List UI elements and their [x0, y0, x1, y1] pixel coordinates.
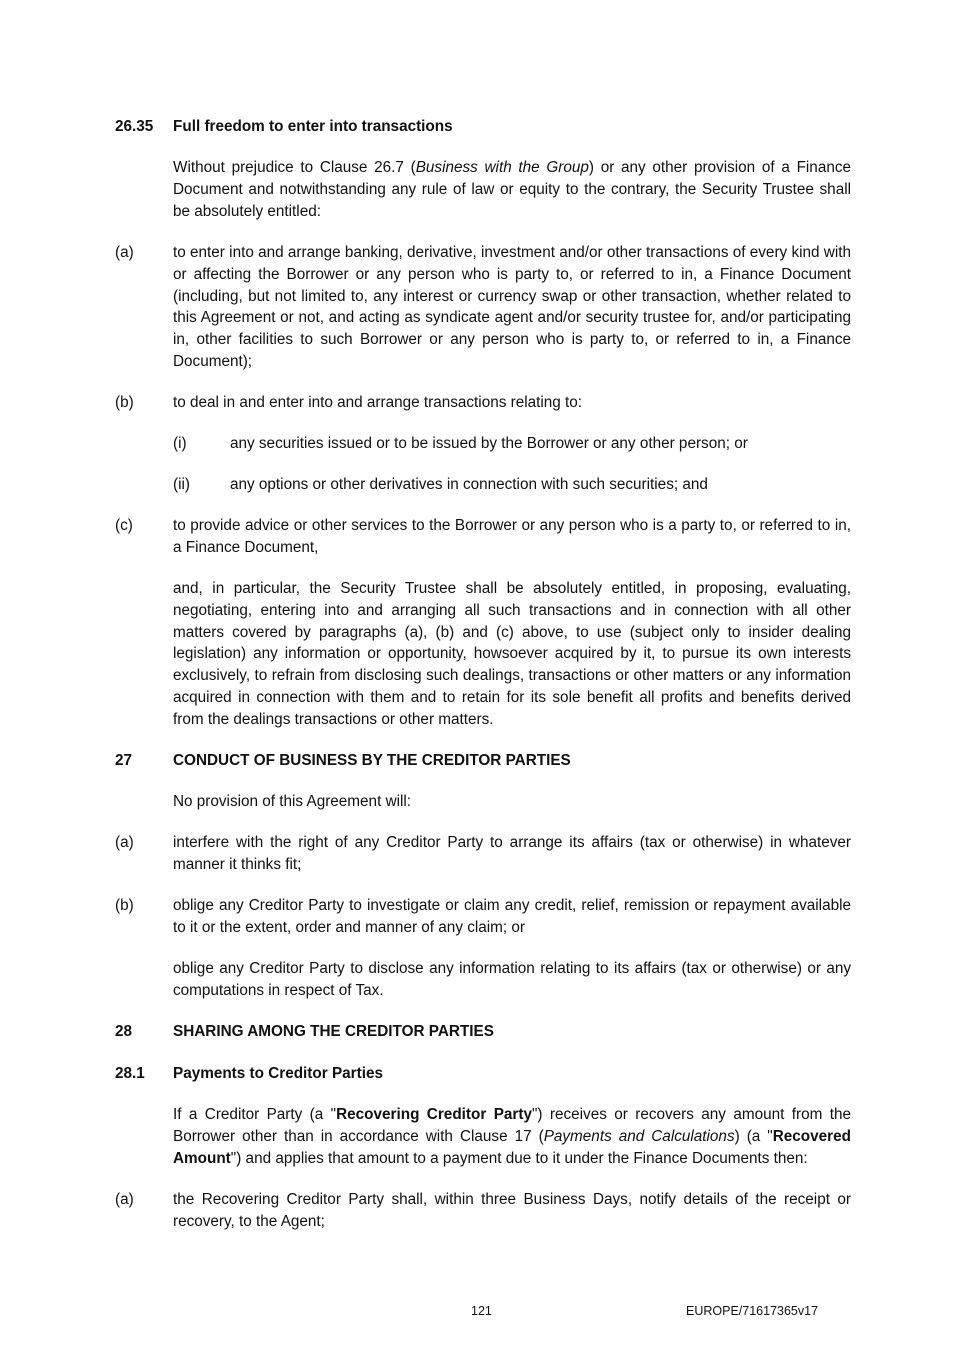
subpara-26-35-b-i: any securities issued or to be issued by the Borrower or any other person; or — [230, 435, 748, 452]
para-label-a: (a) — [115, 1191, 134, 1208]
subpara-label-ii: (ii) — [173, 476, 190, 493]
para-26-35-c: to provide advice or other services to the Borrower or any person who is a party to, or referred to in, a Finance Document, — [173, 517, 851, 556]
subpara-label-i: (i) — [173, 435, 187, 452]
para-28-1-a: the Recovering Creditor Party shall, within three Business Days, notify details of the receipt or recovery, to the Agent; — [173, 1191, 851, 1230]
para-27-c: oblige any Creditor Party to disclose any information relating to its affairs (tax or otherwise) or any computations in respect of Tax. — [173, 960, 851, 999]
clause-title-26-35: Full freedom to enter into transactions — [173, 118, 453, 135]
para-26-35-a: to enter into and arrange banking, derivative, investment and/or other transactions of every kind with or affecting the Borrower or any person who is party to, or referred to in, a Finance Document (including, but not limited to, any interest or currency swap or other transaction, whether related to this Agreement or not, and acting as syndicate agent and/or security trustee for, and/or participating in, other facilities to such Borrower or any person who is party to, or referred to in, a Finance Document); — [173, 244, 851, 370]
clause-number-28: 28 — [115, 1023, 133, 1040]
clause-26-35-closing: and, in particular, the Security Trustee shall be absolutely entitled, in proposing, evaluating, negotiating, entering into and arranging all such transactions and in connection with all other matters covered by paragraphs (a), (b) and (c) above, to use (subject only to insider dealing legislation) any information or opportunity, howsoever acquired by it, to pursue its own interests exclusively, to refrain from disclosing such dealings, transactions or other matters or any information acquired in connection with them and to retain for its sole benefit all profits and benefits derived from the dealings transactions or other matters. — [173, 580, 851, 728]
para-label-c: (c) — [115, 517, 133, 534]
document-reference: EUROPE/71617365v17 — [686, 1304, 819, 1318]
para-label-b: (b) — [115, 394, 134, 411]
clause-number-28-1: 28.1 — [115, 1065, 145, 1082]
page-number: 121 — [471, 1304, 492, 1318]
clause-28-1-intro: If a Creditor Party (a "Recovering Creditor Party") receives or recovers any amount from the Borrower other than in accordance with Clause 17 (Payments and Calculations) (a "Recovered Amount") and applies that amount to a payment due to it under the Finance Documents then: — [173, 1106, 851, 1167]
clause-title-28: SHARING AMONG THE CREDITOR PARTIES — [173, 1023, 494, 1040]
clause-title-28-1: Payments to Creditor Parties — [173, 1065, 383, 1082]
clause-27-intro: No provision of this Agreement will: — [173, 793, 412, 810]
para-26-35-b: to deal in and enter into and arrange transactions relating to: — [173, 394, 583, 411]
clause-number-27: 27 — [115, 752, 133, 769]
para-label-b: (b) — [115, 897, 134, 914]
para-label-a: (a) — [115, 834, 134, 851]
clause-26-35-intro: Without prejudice to Clause 26.7 (Business with the Group) or any other provision of a Finance Document and notwithstanding any rule of law or equity to the contrary, the Security Trustee shall be absolutely entitled: — [173, 159, 851, 220]
para-label-a: (a) — [115, 244, 134, 261]
clause-number-26-35: 26.35 — [115, 118, 154, 135]
para-27-b: oblige any Creditor Party to investigate or claim any credit, relief, remission or repayment available to it or the extent, order and manner of any claim; or — [173, 897, 851, 936]
para-27-a: interfere with the right of any Creditor Party to arrange its affairs (tax or otherwise) in whatever manner it thinks fit; — [173, 834, 851, 873]
clause-title-27: CONDUCT OF BUSINESS BY THE CREDITOR PARTIES — [173, 752, 571, 769]
subpara-26-35-b-ii: any options or other derivatives in connection with such securities; and — [230, 476, 708, 493]
